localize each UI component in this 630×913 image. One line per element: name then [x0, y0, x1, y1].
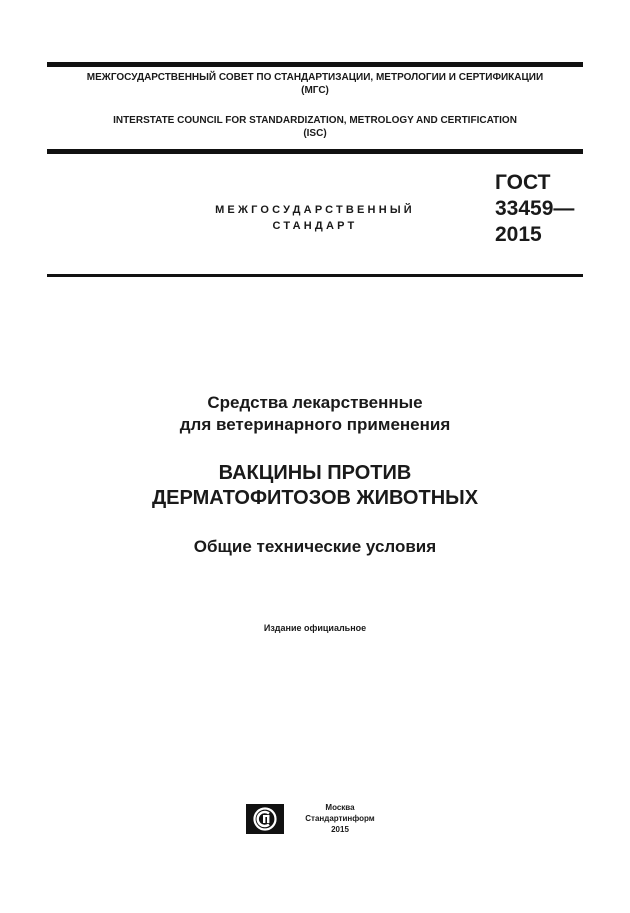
gost-number: 33459— [495, 197, 575, 220]
subtitle-line1: Средства лекарственные [207, 393, 423, 412]
gost-prefix: ГОСТ [495, 171, 551, 194]
document-title [47, 461, 583, 511]
gost-designation [495, 170, 574, 248]
council-en-line2: (ISC) [303, 128, 327, 139]
top-rule [47, 62, 583, 67]
document-conditions: Общие технические условия [193, 537, 437, 556]
gost-year: 2015 [495, 223, 542, 246]
publisher-info [290, 802, 390, 835]
standard-type [150, 202, 480, 234]
edition-label: Издание официальное [263, 623, 367, 633]
council-ru-line1: МЕЖГОСУДАРСТВЕННЫЙ СОВЕТ ПО СТАНДАРТИЗАЦИИ, МЕТРОЛОГИИ И СЕРТИФИКАЦИИ [86, 72, 544, 83]
council-en-line1: INTERSTATE COUNCIL FOR STANDARDIZATION, METROLOGY AND CERTIFICATION [113, 115, 517, 126]
council-name-ru [47, 71, 583, 97]
middle-rule [47, 149, 583, 154]
council-ru-line2: (МГС) [301, 85, 329, 96]
title-line1: ВАКЦИНЫ ПРОТИВ [218, 462, 412, 484]
bottom-rule [47, 274, 583, 277]
title-line2: ДЕРМАТОФИТОЗОВ ЖИВОТНЫХ [151, 487, 479, 509]
publisher-city: Москва [325, 803, 355, 812]
publisher-name: Стандартинформ [305, 814, 375, 823]
standartinform-logo-icon [246, 804, 284, 834]
publisher-year: 2015 [331, 825, 349, 834]
subtitle-line2: для ветеринарного применения [179, 415, 451, 434]
standard-type-line1: МЕЖГОСУДАРСТВЕННЫЙ [215, 204, 415, 216]
document-subtitle [47, 392, 583, 436]
standard-type-line2: СТАНДАРТ [272, 220, 358, 232]
council-name-en [47, 114, 583, 140]
